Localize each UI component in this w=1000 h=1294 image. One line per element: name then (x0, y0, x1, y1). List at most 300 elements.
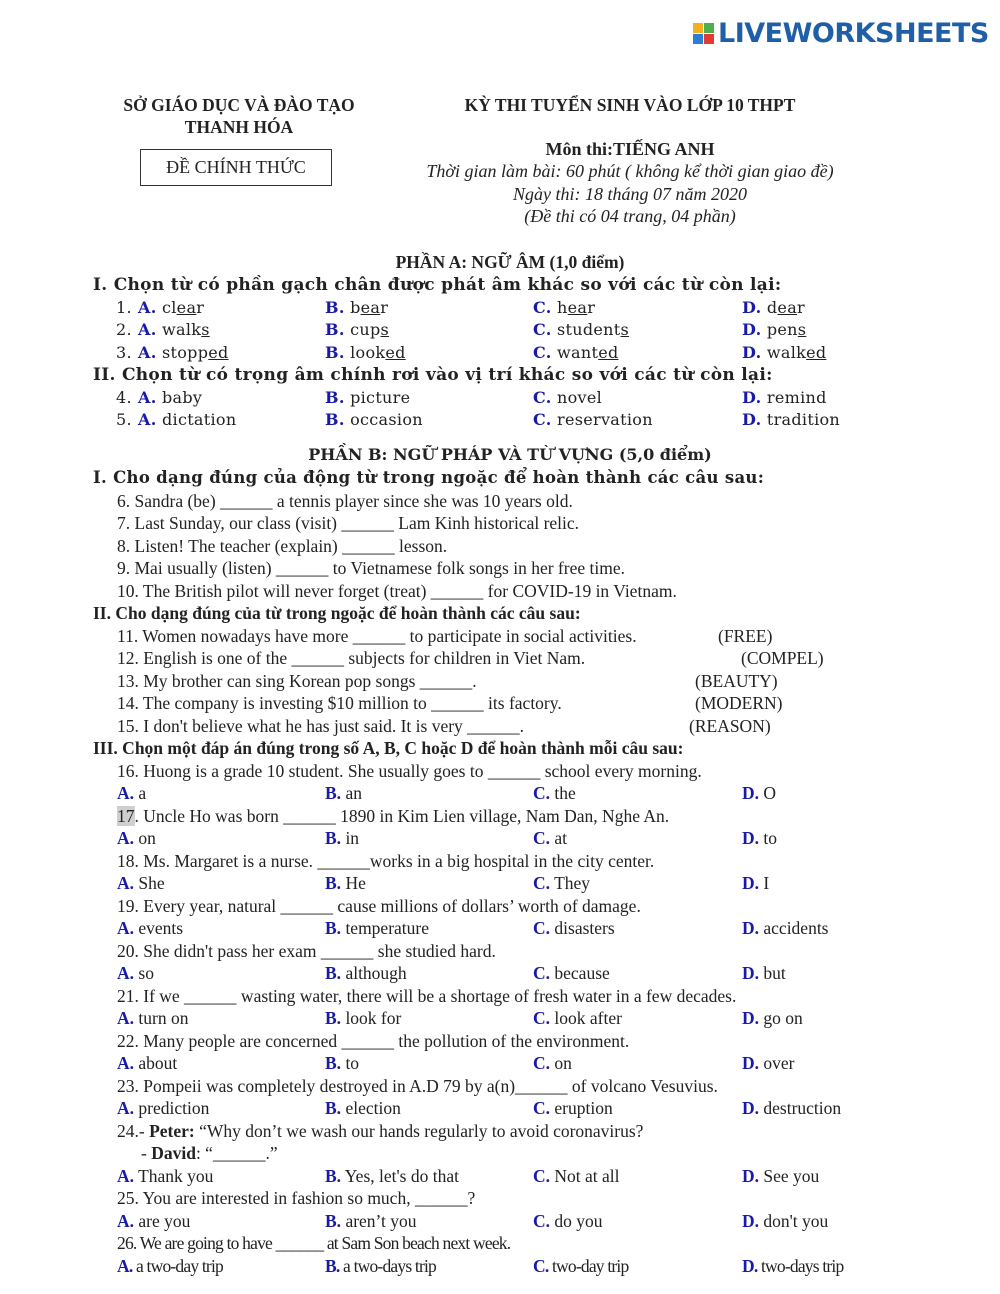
option-d[interactable] (742, 782, 776, 805)
option-d[interactable] (742, 409, 840, 432)
part-a-section-1 (0, 274, 1000, 297)
option-letter: D. (742, 387, 762, 407)
option-letter: A. (138, 410, 157, 429)
option-text: but (763, 963, 786, 983)
option-text: remind (766, 387, 827, 407)
question-number: 17 (117, 805, 135, 826)
option-text: at (554, 828, 568, 848)
question-row (0, 625, 1000, 648)
option-text: student (557, 320, 621, 339)
option-b[interactable] (325, 872, 366, 895)
option-letter: B. (325, 297, 345, 317)
option-letter: B. (325, 783, 342, 803)
underlined-part: ed (806, 342, 827, 362)
underlined-part: ed (598, 342, 619, 362)
option-a[interactable] (117, 827, 156, 850)
question-body: . Huong is a grade 10 student. She usually goes to ______ school every morning. (134, 760, 702, 781)
option-d[interactable] (742, 297, 805, 320)
question-body: . Uncle Ho was born ______ 1890 in Kim Lien village, Nam Dan, Nghe An. (134, 805, 670, 826)
options-row (0, 782, 1000, 805)
option-letter: B. (325, 1098, 342, 1118)
option-text: a (138, 783, 147, 803)
dialogue-line: “Why don’t we wash our hands regularly to avoid coronavirus? (194, 1120, 644, 1141)
option-letter: A. (117, 1098, 135, 1118)
option-b[interactable] (325, 409, 423, 432)
option-text: Yes, let's do that (344, 1165, 459, 1186)
duration: Thời gian làm bài: 60 phút ( không kể thời gian giao đề) (426, 161, 834, 181)
option-b[interactable] (325, 782, 362, 805)
options-row (0, 1210, 1000, 1233)
underlined-part: ea (567, 297, 588, 317)
option-letter: B. (325, 387, 345, 407)
option-text: walk (161, 320, 202, 339)
option-text: election (345, 1098, 401, 1118)
question-row (0, 1142, 1000, 1165)
question-row (0, 490, 1000, 513)
question-text: 12. English is one of the ______ subjects for children in Viet Nam. (117, 648, 586, 668)
part-b-title (0, 444, 1000, 467)
option-letter: C. (533, 1008, 551, 1028)
underlined-part: s (201, 320, 210, 339)
option-letter: D. (742, 1008, 760, 1028)
option-a[interactable] (117, 1255, 223, 1278)
option-text: prediction (138, 1098, 210, 1118)
speaker-name: David (151, 1143, 196, 1163)
option-b[interactable] (325, 1255, 436, 1278)
option-c[interactable] (533, 297, 595, 320)
option-a[interactable] (117, 1007, 188, 1030)
option-text: cl (161, 297, 177, 317)
question-text (117, 1075, 718, 1098)
option-b[interactable] (325, 1210, 417, 1233)
option-c[interactable] (533, 1097, 613, 1120)
question-row (0, 647, 1000, 670)
option-text: tradition (766, 410, 841, 429)
option-text: in (345, 828, 360, 848)
option-b[interactable] (325, 1165, 459, 1188)
option-text: want (557, 342, 599, 362)
option-text: cup (350, 320, 381, 339)
options-row (0, 917, 1000, 940)
option-letter: D. (742, 1053, 760, 1073)
option-text: on (138, 828, 156, 848)
question-text (117, 985, 736, 1008)
option-letter: B. (325, 410, 345, 429)
option-letter: B. (325, 1053, 342, 1073)
dept-name: SỞ GIÁO DỤC VÀ ĐÀO TẠO (123, 95, 355, 115)
subject: Môn thi:TIẾNG ANH (545, 139, 715, 159)
option-a[interactable] (117, 782, 146, 805)
option-letter: C. (533, 828, 551, 848)
question-row (0, 319, 1000, 342)
option-letter: A. (117, 873, 135, 893)
option-letter: A. (138, 342, 157, 362)
word-hint: (COMPEL) (741, 648, 824, 668)
option-text: events (138, 918, 184, 938)
section-heading: I. Cho dạng đúng của động từ trong ngoặc để hoàn thành các câu sau: (93, 468, 765, 487)
option-text: turn on (138, 1008, 189, 1028)
option-letter: B. (325, 320, 345, 339)
question-text: 14. The company is investing $10 million to ______ its factory. (117, 693, 562, 713)
exam-title: KỲ THI TUYỂN SINH VÀO LỚP 10 THPT (464, 95, 796, 115)
option-letter: A. (138, 387, 157, 407)
option-letter: B. (325, 873, 342, 893)
option-text: I (763, 873, 770, 893)
question-number: 24.- (117, 1120, 150, 1141)
option-c[interactable] (533, 1007, 622, 1030)
option-letter: A. (138, 297, 157, 317)
question-number: 18 (117, 850, 135, 871)
option-c[interactable] (533, 1165, 620, 1188)
part-a-section-2 (0, 364, 1000, 387)
question-text: 15. I don't believe what he has just said. It is very ______. (117, 715, 525, 736)
option-b[interactable] (325, 917, 429, 940)
options-row (0, 1165, 1000, 1188)
option-text: Not at all (554, 1165, 620, 1186)
option-letter: D. (742, 828, 760, 848)
option-letter: A. (117, 1008, 135, 1028)
option-d[interactable] (742, 917, 829, 940)
question-row (0, 715, 1000, 738)
option-letter: C. (533, 918, 551, 938)
option-letter: D. (742, 1165, 760, 1186)
option-letter: B. (325, 342, 345, 362)
question-row (0, 387, 1000, 410)
option-letter: A. (117, 1053, 135, 1073)
province-name: THANH HÓA (184, 117, 294, 137)
question-row (0, 940, 1000, 963)
question-text: 25. You are interested in fashion so much, ______? (117, 1188, 476, 1208)
part-b-section-3 (0, 737, 1000, 760)
option-a[interactable] (138, 319, 210, 342)
word-hint: (BEAUTY) (695, 670, 778, 691)
option-text: over (763, 1053, 795, 1073)
option-letter: D. (742, 918, 760, 938)
option-letter: B. (325, 1210, 342, 1231)
option-letter: A. (138, 320, 157, 339)
option-d[interactable] (742, 1097, 841, 1120)
option-text: on (554, 1053, 572, 1073)
question-text: 8. Listen! The teacher (explain) ______ lesson. (117, 535, 448, 556)
option-letter: D. (742, 297, 762, 317)
question-text: 13. My brother can sing Korean pop songs ______. (117, 670, 477, 691)
option-text: to (763, 828, 778, 848)
option-letter: C. (533, 873, 551, 893)
option-text: because (554, 963, 610, 983)
option-text: eruption (554, 1098, 613, 1118)
option-text-end: r (196, 297, 205, 317)
option-letter: A. (117, 1255, 133, 1276)
option-letter: B. (325, 918, 342, 938)
option-text: two-day trip (552, 1255, 629, 1276)
option-letter: D. (742, 873, 760, 893)
option-letter: C. (533, 1255, 549, 1276)
option-c[interactable] (533, 387, 602, 410)
option-c[interactable] (533, 342, 619, 365)
option-c[interactable] (533, 782, 576, 805)
option-a[interactable] (138, 297, 204, 320)
option-letter: C. (533, 1210, 551, 1231)
option-a[interactable] (117, 962, 154, 985)
option-letter: D. (742, 1210, 760, 1231)
question-text (117, 1030, 629, 1053)
part-a-title (0, 251, 1000, 274)
option-c[interactable] (533, 319, 629, 342)
option-c[interactable] (533, 827, 567, 850)
page-count: (Đề thi có 04 trang, 04 phần) (524, 206, 736, 226)
part-b-section-2 (0, 602, 1000, 625)
option-text: do you (554, 1210, 603, 1231)
option-letter: C. (533, 963, 551, 983)
dialogue-line: : “______.” (195, 1143, 278, 1163)
option-text: O (763, 783, 777, 803)
option-b[interactable] (325, 319, 389, 342)
question-text (117, 850, 654, 873)
option-c[interactable] (533, 1255, 628, 1278)
option-d[interactable] (742, 387, 827, 410)
option-text: a two-day trip (136, 1255, 223, 1276)
question-text: 11. Women nowadays have more ______ to participate in social activities. (117, 625, 637, 646)
question-row (0, 850, 1000, 873)
question-row (0, 692, 1000, 715)
question-number: 2. (116, 320, 132, 339)
question-number: 19 (117, 895, 135, 916)
exam-date: Ngày thi: 18 tháng 07 năm 2020 (513, 184, 747, 204)
question-number: 1. (116, 297, 132, 317)
options-row (0, 827, 1000, 850)
question-text (117, 940, 496, 963)
question-body: . She didn't pass her exam ______ she studied hard. (134, 940, 496, 961)
option-letter: B. (325, 963, 342, 983)
question-text (141, 1142, 278, 1165)
option-d[interactable] (742, 827, 777, 850)
option-letter: A. (117, 963, 135, 983)
question-row (0, 805, 1000, 828)
options-row (0, 1255, 1000, 1278)
option-c[interactable] (533, 962, 610, 985)
part-b-heading: PHẦN B: NGỮ PHÁP VÀ TỪ VỰNG (5,0 điểm) (308, 445, 712, 464)
option-text: picture (350, 387, 411, 407)
section-heading: III. Chọn một đáp án đúng trong số A, B, C hoặc D để hoàn thành mỗi câu sau: (93, 738, 684, 758)
option-text-end: r (587, 297, 596, 317)
option-text: pen (766, 320, 798, 339)
word-hint: (FREE) (718, 625, 773, 646)
question-number: 20 (117, 940, 135, 961)
option-b[interactable] (325, 342, 406, 365)
option-letter: A. (117, 1165, 135, 1186)
option-letter: B. (325, 1255, 340, 1276)
question-text: 6. Sandra (be) ______ a tennis player since she was 10 years old. (117, 490, 573, 511)
option-d[interactable] (742, 1052, 795, 1075)
option-a[interactable] (138, 387, 202, 410)
option-text: disasters (554, 918, 615, 938)
underlined-part: ea (360, 297, 381, 317)
option-a[interactable] (117, 1210, 190, 1233)
question-row (0, 557, 1000, 580)
option-b[interactable] (325, 1097, 401, 1120)
option-letter: A. (117, 918, 135, 938)
option-text: d (766, 297, 778, 317)
question-text: 10. The British pilot will never forget (treat) ______ for COVID-19 in Vietnam. (117, 580, 677, 601)
option-b[interactable] (325, 1007, 401, 1030)
option-text: destruction (763, 1098, 842, 1118)
dash: - (141, 1143, 152, 1163)
underlined-part: ed (208, 342, 229, 362)
option-letter: D. (742, 1255, 758, 1276)
option-d[interactable] (742, 1255, 843, 1278)
option-text: although (345, 963, 407, 983)
option-a[interactable] (117, 1097, 209, 1120)
option-text: He (345, 873, 366, 893)
option-text: aren’t you (345, 1210, 417, 1231)
option-letter: C. (533, 410, 552, 429)
option-letter: A. (117, 828, 135, 848)
option-letter: B. (325, 828, 342, 848)
option-d[interactable] (742, 319, 806, 342)
question-body: . If we ______ wasting water, there will be a shortage of fresh water in a few decades. (134, 985, 737, 1006)
question-row (0, 1030, 1000, 1053)
option-letter: C. (533, 342, 552, 362)
option-letter: C. (533, 320, 552, 339)
question-number: 3. (116, 342, 132, 362)
question-row (0, 342, 1000, 365)
underlined-part: ea (176, 297, 197, 317)
option-text: so (138, 963, 154, 983)
option-text: are you (138, 1210, 191, 1231)
option-a[interactable] (138, 342, 229, 365)
option-letter: D. (742, 783, 760, 803)
option-b[interactable] (325, 827, 359, 850)
option-d[interactable] (742, 1165, 819, 1188)
official-exam-box: ĐỀ CHÍNH THỨC (140, 149, 332, 186)
question-row (0, 409, 1000, 432)
underlined-part: s (380, 320, 390, 339)
option-d[interactable] (742, 872, 769, 895)
option-letter: C. (533, 1098, 551, 1118)
option-text: accidents (763, 918, 829, 938)
question-body: . Pompeii was completely destroyed in A.D 79 by a(n)______ of volcano Vesuvius. (134, 1075, 718, 1096)
underlined-part: ed (385, 342, 406, 362)
option-b[interactable] (325, 1052, 359, 1075)
option-letter: D. (742, 320, 762, 339)
option-text: an (345, 783, 362, 803)
question-row (0, 895, 1000, 918)
option-a[interactable] (138, 409, 236, 432)
option-text-end: r (380, 297, 389, 317)
option-b[interactable] (325, 962, 407, 985)
underlined-part: s (620, 320, 630, 339)
option-letter: A. (117, 783, 135, 803)
question-text (117, 805, 669, 828)
option-letter: B. (325, 1165, 342, 1186)
option-text-end: r (797, 297, 805, 317)
option-text: look after (554, 1008, 622, 1028)
option-letter: C. (533, 1053, 551, 1073)
option-a[interactable] (117, 872, 165, 895)
option-d[interactable] (742, 342, 826, 365)
option-b[interactable] (325, 387, 410, 410)
option-text: baby (161, 387, 203, 407)
option-text: They (554, 873, 591, 893)
option-c[interactable] (533, 1210, 603, 1233)
question-text: 26. We are going to have ______ at Sam Son beach next week. (117, 1233, 511, 1253)
question-row (0, 535, 1000, 558)
question-row (0, 985, 1000, 1008)
option-c[interactable] (533, 872, 590, 895)
option-text: stopp (161, 342, 209, 362)
section-heading: II. Cho dạng đúng của từ trong ngoặc để hoàn thành các câu sau: (93, 603, 581, 623)
option-d[interactable] (742, 1210, 828, 1233)
option-text: two-days trip (761, 1255, 844, 1276)
option-text: reservation (557, 410, 653, 429)
option-c[interactable] (533, 409, 653, 432)
question-text: 9. Mai usually (listen) ______ to Vietnamese folk songs in her free time. (117, 558, 625, 578)
question-number: 5. (116, 410, 132, 429)
option-letter: C. (533, 297, 552, 317)
word-hint: (MODERN) (695, 693, 783, 713)
question-row (0, 1187, 1000, 1210)
option-b[interactable] (325, 297, 388, 320)
question-number: 21 (117, 985, 135, 1006)
option-c[interactable] (533, 1052, 572, 1075)
option-c[interactable] (533, 917, 615, 940)
option-a[interactable] (117, 917, 183, 940)
options-row (0, 962, 1000, 985)
option-text: h (557, 297, 568, 317)
option-letter: A. (117, 1210, 135, 1231)
question-row (0, 670, 1000, 693)
question-number: 4. (116, 387, 132, 407)
option-d[interactable] (742, 962, 786, 985)
question-row (0, 760, 1000, 783)
option-letter: C. (533, 387, 552, 407)
option-text: occasion (350, 410, 423, 429)
liveworksheets-logo-icon (693, 23, 714, 44)
option-letter: D. (742, 410, 762, 429)
question-row (0, 580, 1000, 603)
question-row (0, 1232, 1000, 1255)
option-text: novel (557, 387, 603, 407)
underlined-part: s (797, 320, 807, 339)
word-hint: (REASON) (689, 715, 771, 736)
option-text: look (350, 342, 386, 362)
question-text (117, 1120, 643, 1143)
question-row (0, 297, 1000, 320)
option-text: to (345, 1053, 360, 1073)
part-b-section-1 (0, 467, 1000, 490)
speaker-name: Peter: (149, 1120, 195, 1141)
option-letter: B. (325, 1008, 342, 1028)
question-text: 7. Last Sunday, our class (visit) ______ Lam Kinh historical relic. (117, 513, 580, 533)
option-letter: D. (742, 342, 762, 362)
section-heading: I. Chọn từ có phần gạch chân được phát âm khác so với các từ còn lại: (93, 275, 782, 295)
liveworksheets-watermark (693, 18, 989, 48)
question-number: 16 (117, 760, 135, 781)
option-text: She (138, 873, 165, 893)
option-text: Thank you (138, 1165, 214, 1186)
option-a[interactable] (117, 1165, 213, 1188)
section-heading: II. Chọn từ có trọng âm chính rơi vào vị trí khác so với các từ còn lại: (93, 365, 773, 385)
question-row (0, 512, 1000, 535)
option-a[interactable] (117, 1052, 177, 1075)
option-d[interactable] (742, 1007, 803, 1030)
question-body: . Many people are concerned ______ the pollution of the environment. (134, 1030, 630, 1051)
question-row (0, 1120, 1000, 1143)
option-text: don't you (763, 1210, 829, 1231)
question-number: 22 (117, 1030, 135, 1051)
option-letter: C. (533, 783, 551, 803)
option-text: dictation (161, 410, 237, 429)
